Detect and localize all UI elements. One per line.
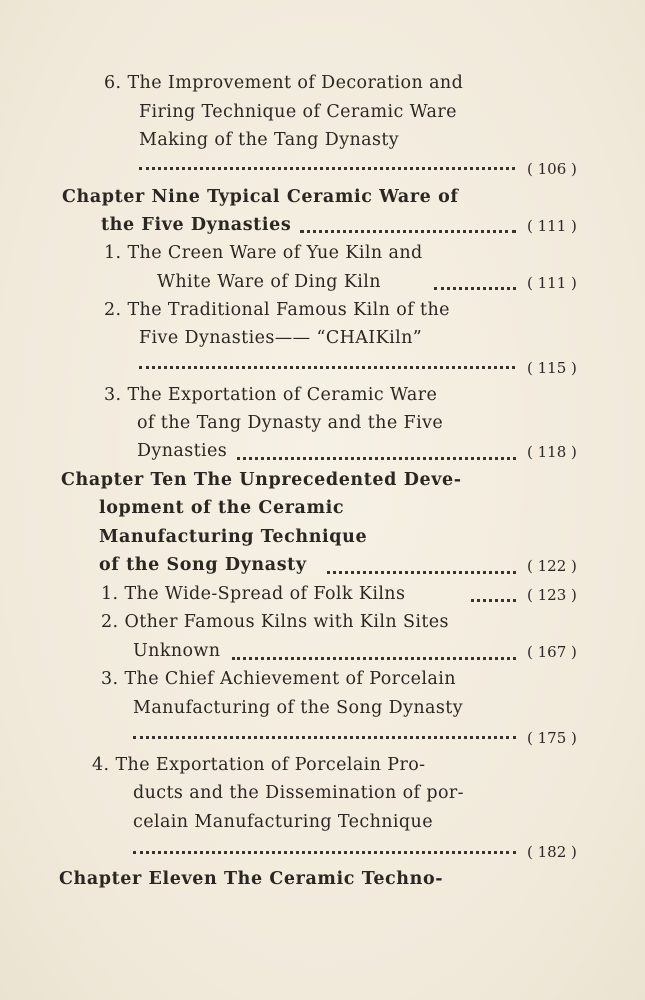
chapter-heading: Chapter Nine Typical Ceramic Ware of bbox=[62, 187, 459, 207]
dot-leader bbox=[434, 287, 516, 290]
chapter-heading: of the Song Dynasty bbox=[99, 555, 307, 575]
entry-line: 3. The Chief Achievement of Porcelain bbox=[101, 669, 456, 689]
dot-leader bbox=[133, 851, 516, 854]
entry-line: ducts and the Dissemination of por- bbox=[133, 783, 464, 803]
dot-leader bbox=[237, 457, 516, 460]
entry-line: White Ware of Ding Kiln bbox=[157, 272, 381, 292]
entry-line: 1. The Wide-Spread of Folk Kilns bbox=[101, 584, 406, 604]
page-number: ( 115 ) bbox=[527, 359, 577, 377]
entry-line: 4. The Exportation of Porcelain Pro- bbox=[92, 755, 426, 775]
chapter-heading: Chapter Eleven The Ceramic Techno- bbox=[59, 869, 444, 889]
entry-line: 3. The Exportation of Ceramic Ware bbox=[104, 385, 438, 405]
dot-leader bbox=[327, 571, 516, 574]
page-number: ( 111 ) bbox=[527, 274, 577, 292]
dot-leader bbox=[133, 736, 516, 739]
entry-line: 6. The Improvement of Decoration and bbox=[104, 73, 464, 93]
entry-line: Manufacturing of the Song Dynasty bbox=[133, 698, 463, 718]
page-number: ( 118 ) bbox=[527, 443, 577, 461]
entry-line: 2. The Traditional Famous Kiln of the bbox=[104, 300, 450, 320]
page-number: ( 122 ) bbox=[527, 557, 577, 575]
dot-leader bbox=[300, 230, 516, 233]
entry-line: Five Dynasties—— “CHAIKiln” bbox=[139, 328, 423, 348]
chapter-heading: Chapter Ten The Unprecedented Deve- bbox=[61, 470, 462, 490]
chapter-heading: the Five Dynasties bbox=[101, 215, 292, 235]
entry-line: 2. Other Famous Kilns with Kiln Sites bbox=[101, 612, 449, 632]
page-number: ( 111 ) bbox=[527, 217, 577, 235]
entry-line: Firing Technique of Ceramic Ware bbox=[139, 102, 457, 122]
dot-leader bbox=[232, 657, 516, 660]
page-number: ( 106 ) bbox=[527, 160, 577, 178]
page-number: ( 123 ) bbox=[527, 586, 577, 604]
entry-line: Unknown bbox=[133, 641, 221, 661]
dot-leader bbox=[471, 599, 516, 602]
entry-line: Making of the Tang Dynasty bbox=[139, 130, 400, 150]
dot-leader bbox=[139, 167, 515, 170]
page-number: ( 167 ) bbox=[527, 643, 577, 661]
entry-line: Dynasties bbox=[137, 441, 228, 461]
entry-line: 1. The Creen Ware of Yue Kiln and bbox=[104, 243, 423, 263]
page-number: ( 182 ) bbox=[527, 843, 577, 861]
chapter-heading: lopment of the Ceramic bbox=[99, 498, 345, 518]
page-number: ( 175 ) bbox=[527, 729, 577, 747]
chapter-heading: Manufacturing Technique bbox=[99, 527, 368, 547]
dot-leader bbox=[139, 366, 515, 369]
entry-line: celain Manufacturing Technique bbox=[133, 812, 433, 832]
entry-line: of the Tang Dynasty and the Five bbox=[137, 413, 444, 433]
